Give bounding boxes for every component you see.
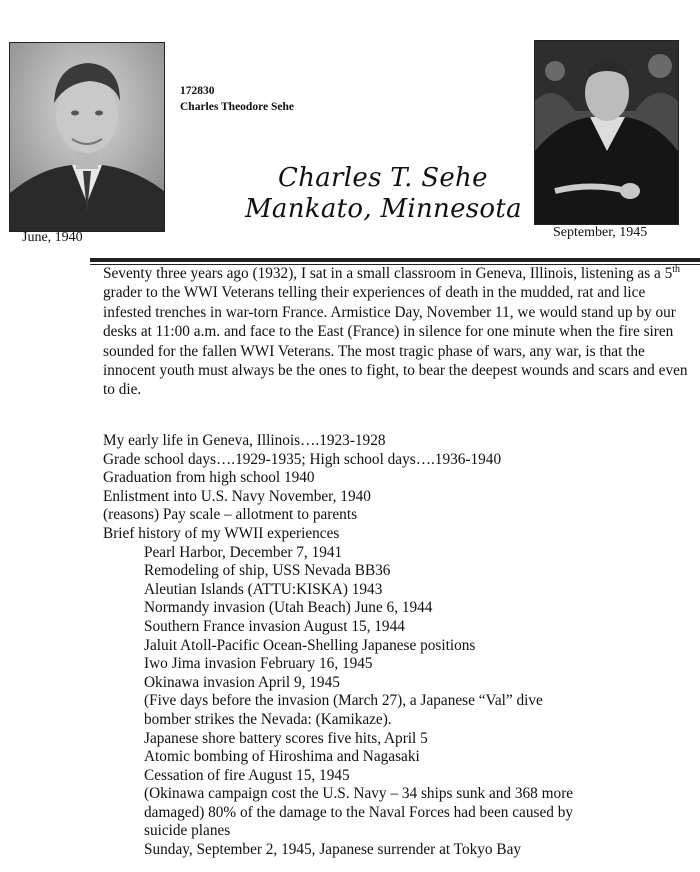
outline-item: Grade school days….1929-1935; High school days….1936-1940 (103, 450, 502, 468)
outline-item: Remodeling of ship, USS Nevada BB36 (144, 562, 391, 580)
outline-item: Jaluit Atoll-Pacific Ocean-Shelling Japanese positions (144, 636, 476, 654)
outline-item: Japanese shore battery scores five hits, April 5 (144, 729, 428, 747)
photo-caption-right: September, 1945 (553, 225, 648, 240)
outline-item: Brief history of my WWII experiences (103, 524, 340, 542)
outline-item: My early life in Geneva, Illinois….1923-1928 (103, 432, 386, 449)
photo-caption-left: June, 1940 (22, 230, 83, 245)
outline-item: Atomic bombing of Hiroshima and Nagasaki (144, 748, 420, 766)
outline-item: Iwo Jima invasion February 16, 1945 (144, 655, 373, 673)
outline-item: bomber strikes the Nevada: (Kamikaze). (144, 710, 392, 728)
portrait-photo-1945-image (535, 41, 678, 224)
outline-item: suicide planes (144, 822, 231, 840)
outline-item: Southern France invasion August 15, 1944 (144, 617, 405, 635)
outline-item: Cessation of fire August 15, 1945 (144, 766, 350, 784)
intro-text-part1: Seventy three years ago (1932), I sat in a small classroom in Geneva, Illinois, listening as a 5 (103, 265, 673, 282)
portrait-photo-1940 (9, 42, 165, 232)
portrait-photo-1945 (534, 40, 679, 225)
script-title-place: Mankato, Minnesota (245, 194, 522, 224)
record-number: 172830 (180, 85, 215, 97)
outline-item: (reasons) Pay scale – allotment to parents (103, 506, 358, 524)
outline-item: (Five days before the invasion (March 27), a Japanese “Val” dive (144, 692, 543, 710)
outline-item: Normandy invasion (Utah Beach) June 6, 1944 (144, 599, 433, 617)
intro-text-part2: grader to the WWI Veterans telling their experiences of death in the mudded, rat and lice infested trenches in war-torn France. Armistice Day, November 11, we would stand up by our desks at 11:00 a.m. and face to the East (France) in silence for one minute when the fire siren sounded for the fallen WWI Veterans. The most tragic phase of wars, any war, is that the innocent youth must always be the ones to fight, to bear the deepest wounds and scars and even to die. (103, 284, 688, 399)
outline-item: Graduation from high school 1940 (103, 469, 315, 487)
outline-item: (Okinawa campaign cost the U.S. Navy – 34 ships sunk and 368 more (144, 785, 574, 803)
portrait-photo-1940-image (10, 43, 164, 231)
outline-item: Sunday, September 2, 1945, Japanese surrender at Tokyo Bay (144, 841, 522, 859)
outline-item: Okinawa invasion April 9, 1945 (144, 673, 340, 691)
full-name: Charles Theodore Sehe (180, 101, 294, 113)
experience-outline (103, 432, 573, 860)
outline-item: Aleutian Islands (ATTU:KISKA) 1943 (144, 580, 383, 598)
intro-superscript: th (672, 263, 681, 275)
outline-item: damaged) 80% of the damage to the Naval Forces had been caused by (144, 803, 573, 821)
outline-item: Enlistment into U.S. Navy November, 1940 (103, 487, 371, 505)
intro-paragraph (103, 264, 693, 400)
header-divider-thick (90, 258, 700, 262)
script-title-name: Charles T. Sehe (278, 163, 488, 193)
outline-item: Pearl Harbor, December 7, 1941 (144, 543, 343, 561)
